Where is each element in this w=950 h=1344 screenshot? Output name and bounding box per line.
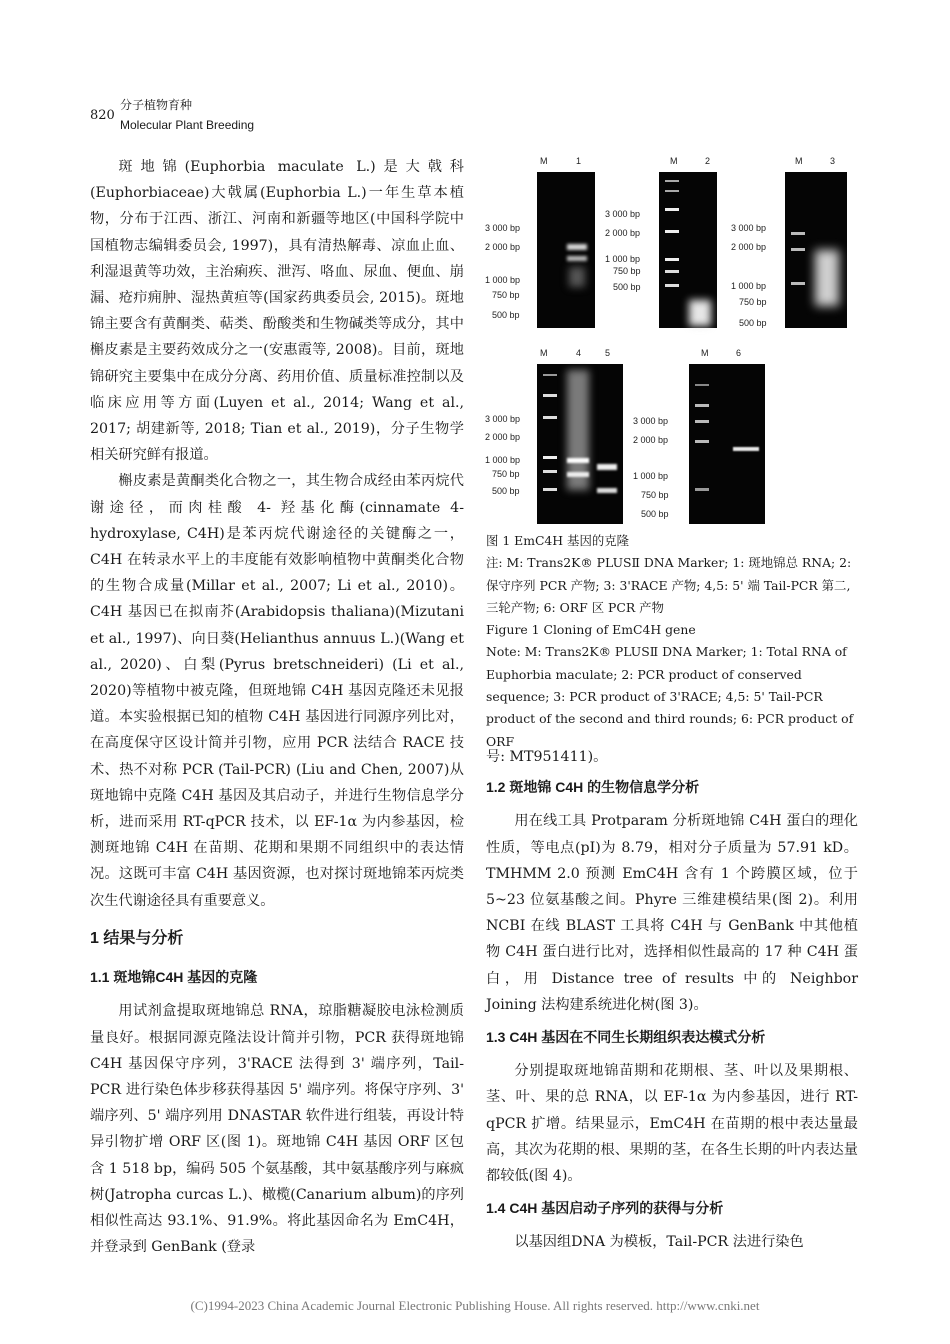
bp-label: 750 bp <box>492 290 520 300</box>
journal-title-cn: 分子植物育种 <box>120 98 193 112</box>
bp-label: 750 bp <box>739 297 767 307</box>
caption-title-cn: 图 1 EmC4H 基因的克隆 <box>486 533 630 548</box>
lane-label-m: M <box>540 348 548 358</box>
caption-note-en: Note: M: Trans2K® PLUSⅡ DNA Marker; 1: Total RNA of Euphorbia maculate; 2: PCR product of conserved sequence; 3: PCR product of 3'RACE; 4,5: 5' Tail-PCR product of the second and third rounds; 6: PCR product of ORF <box>486 644 854 749</box>
section-heading-1-2: 1.2 斑地锦 C4H 的生物信息学分析 <box>486 779 700 796</box>
section-heading-1-4: 1.4 C4H 基因启动子序列的获得与分析 <box>486 1200 724 1217</box>
paragraph-quercetin: 槲皮素是黄酮类化合物之一，其生物合成经由苯丙烷代谢途径，而肉桂酸 4- 羟基化酶(cinnamate 4- hydroxylase, C4H)是苯丙烷代谢途径的关键酶之一，C4H 在转录水平上的丰度能有效影响植物中黄酮类化合物的生物合成量(Millar et al., 2007; Li et al., 2010)。C4H 基因已在拟南芥(Arabidopsis thaliana)(Mizutani et al., 1997)、向日葵(Helianthus annuus L.)(Wang et al., 2020)、白梨(Pyrus bretschneideri) (Li et al., 2020)等植物中被克隆，但斑地锦 C4H 基因克隆还未见报道。本实验根据已知的植物 C4H 基因进行同源序列比对，在高度保守区设计简并引物，应用 PCR 法结合 RACE 技术、热不对称 PCR (Tail-PCR) (Liu and Chen, 2007)从斑地锦中克隆 C4H 基因及其启动子，并进行生物信息学分析，进而采用 RT-qPCR 技术，以 EF-1α 为内参基因，检测斑地锦 C4H 在苗期、花期和果期不同组织中的表达情况。这既可丰富 C4H 基因资源，也对探讨斑地锦苯丙烷类次生代谢途径具有重要意义。 <box>90 473 464 909</box>
bp-label: 2 000 bp <box>731 242 767 252</box>
bp-label: 500 bp <box>613 282 641 292</box>
bp-label: 1 000 bp <box>485 455 521 465</box>
lane-label-3: 3 <box>830 156 836 166</box>
bp-label: 750 bp <box>641 490 669 500</box>
lane-label-m: M <box>701 348 709 358</box>
bp-label: 3 000 bp <box>485 414 521 424</box>
page-number: 820 <box>90 108 115 123</box>
bp-label: 3 000 bp <box>485 223 521 233</box>
lane-label-1: 1 <box>576 156 582 166</box>
bp-label: 1 000 bp <box>485 275 521 285</box>
bp-label: 3 000 bp <box>633 416 669 426</box>
section-heading-1-1: 1.1 斑地锦C4H 基因的克隆 <box>90 969 258 986</box>
paragraph-bioinformatics: 用在线工具 Protparam 分析斑地锦 C4H 蛋白的理化性质，等电点(pI)为 8.79，相对分子质量为 57.91 kD。TMHMM 2.0 预测 EmC4H 含有 1 个跨膜区域，位于 5~23 位氨基酸之间。Phyre 三维建模结果(图 2)。利用 NCBI 在线 BLAST 工具将 C4H 与 GenBank 中其他植物 C4H 蛋白进行比对，选择相似性最高的 17 种 C4H 蛋白，用 Distance tree of results 中的 Neighbor Joining 法构建系统进化树(图 3)。 <box>486 813 858 1013</box>
bp-label: 2 000 bp <box>485 432 521 442</box>
lane-label-m: M <box>540 156 548 166</box>
bp-label: 500 bp <box>739 318 767 328</box>
figure-1-gels <box>483 148 858 528</box>
bp-label: 750 bp <box>613 266 641 276</box>
gel-image-3 <box>785 172 847 328</box>
lane-label-m: M <box>670 156 678 166</box>
bp-label: 3 000 bp <box>605 209 641 219</box>
journal-title-en: Molecular Plant Breeding <box>120 118 255 132</box>
bp-label: 2 000 bp <box>605 228 641 238</box>
bp-label: 500 bp <box>492 310 520 320</box>
section-heading-1-3: 1.3 C4H 基因在不同生长期组织表达模式分析 <box>486 1029 766 1046</box>
gel-image-1 <box>537 172 595 328</box>
bp-label: 1 000 bp <box>731 281 767 291</box>
caption-title-en: Figure 1 Cloning of EmC4H gene <box>486 622 696 638</box>
copyright-footer: (C)1994-2023 China Academic Journal Electronic Publishing House. All rights reserved. http://www.cnki.net <box>190 1298 760 1313</box>
paragraph-continuation: 号: MT951411)。 <box>486 749 608 765</box>
gel-image-5 <box>689 364 765 524</box>
bp-label: 2 000 bp <box>485 242 521 252</box>
lane-label-6: 6 <box>736 348 742 358</box>
section-heading-results: 1 结果与分析 <box>90 929 184 947</box>
right-column <box>486 744 858 1256</box>
lane-label-2: 2 <box>705 156 711 166</box>
lane-label-m: M <box>795 156 803 166</box>
bp-label: 1 000 bp <box>633 471 669 481</box>
lane-label-5: 5 <box>605 348 611 358</box>
lane-label-4: 4 <box>576 348 582 358</box>
caption-note-cn: 注: M: Trans2K® PLUSⅡ DNA Marker; 1: 斑地锦总 RNA; 2: 保守序列 PCR 产物; 3: 3'RACE 产物; 4,5: 5' 端 Tail-PCR 第二, 三轮产物; 6: ORF 区 PCR 产物 <box>486 555 852 615</box>
left-column <box>90 154 464 1260</box>
bp-label: 750 bp <box>492 469 520 479</box>
paragraph-intro: 斑地锦(Euphorbia maculate L.)是大戟科(Euphorbiaceae)大戟属(Euphorbia L.)一年生草本植物，分布于江西、浙江、河南和新疆等地区(中国科学院中国植物志编辑委员会, 1997)，具有清热解毒、凉血止血、利湿退黄等功效，主治痢疾、泄泻、咯血、尿血、便血、崩漏、疮疖痈肿、湿热黄疸等(国家药典委员会, 2015)。斑地锦主要含有黄酮类、萜类、酚酸类和生物碱类等成分，其中槲皮素是主要药效成分之一(安惠霞等, 2008)。目前，斑地锦研究主要集中在成分分离、药用价值、质量标准控制以及临床应用等方面(Luyen et al., 2014; Wang et al., 2017; 胡建新等, 2018; Tian et al., 2019)，分子生物学相关研究鲜有报道。 <box>90 159 464 464</box>
bp-label: 2 000 bp <box>633 435 669 445</box>
paragraph-cloning: 用试剂盒提取斑地锦总 RNA，琼脂糖凝胶电泳检测质量良好。根据同源克隆法设计简并引物，PCR 获得斑地锦 C4H 基因保守序列，3'RACE 法得到 3' 端序列，Tail-PCR 进行染色体步移获得基因 5' 端序列。将保守序列、3' 端序列、5' 端序列用 DNASTAR 软件进行组装，再设计特异引物扩增 ORF 区(图 1)。斑地锦 C4H 基因 ORF 区包含 1 518 bp，编码 505 个氨基酸，其中氨基酸序列与麻疯树(Jatropha curcas L.)、橄榄(Canarium album)的序列相似性高达 93.1%、91.9%。将此基因命名为 EmC4H，并登录到 GenBank (登录 <box>90 1003 464 1256</box>
bp-label: 500 bp <box>492 486 520 496</box>
figure-1-caption <box>486 530 858 753</box>
paragraph-expression: 分别提取斑地锦苗期和花期根、茎、叶以及果期根、茎、叶、果的总 RNA，以 EF-1α 为内参基因，进行 RT-qPCR 扩增。结果显示，EmC4H 在苗期的根中表达量最高，其次为花期的根、果期的茎，在各生长期的叶内表达量都较低(图 4)。 <box>486 1063 858 1185</box>
bp-label: 500 bp <box>641 509 669 519</box>
gel-image-4 <box>537 364 623 524</box>
gel-image-2 <box>659 172 717 328</box>
bp-label: 1 000 bp <box>605 254 641 264</box>
paragraph-promoter: 以基因组DNA 为模板，Tail-PCR 法进行染色 <box>514 1234 804 1251</box>
bp-label: 3 000 bp <box>731 223 767 233</box>
